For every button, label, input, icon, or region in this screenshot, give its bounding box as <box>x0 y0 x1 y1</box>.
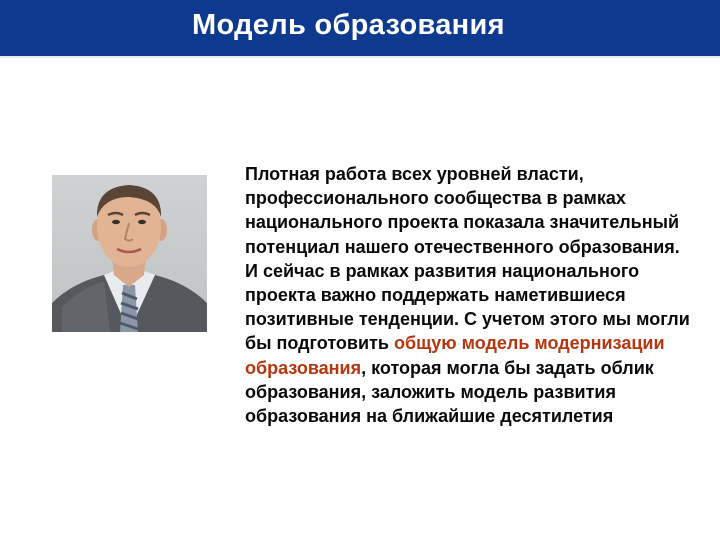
slide-header <box>0 0 720 56</box>
highlighted-phrase: общую модель модернизации образования <box>245 333 665 378</box>
person-portrait-icon <box>52 175 207 332</box>
body-text-part1: Плотная работа всех уровней власти, профессионального сообщества в рамках национального проекта показала значительный потенциал нашего отечественного образования. И сейчас в рамках развития национального проекта важно поддержать наметившиеся позитивные тенденции. С учетом этого мы могли бы подготовить <box>245 164 690 354</box>
slide-title: Модель образования <box>192 9 505 41</box>
portrait-illustration <box>52 175 207 332</box>
header-divider <box>0 56 720 58</box>
body-text-part2: , которая могла бы задать облик образования, заложить модель развития образования на ближайшие десятилетия <box>245 357 654 427</box>
slide-body-text <box>245 162 697 428</box>
